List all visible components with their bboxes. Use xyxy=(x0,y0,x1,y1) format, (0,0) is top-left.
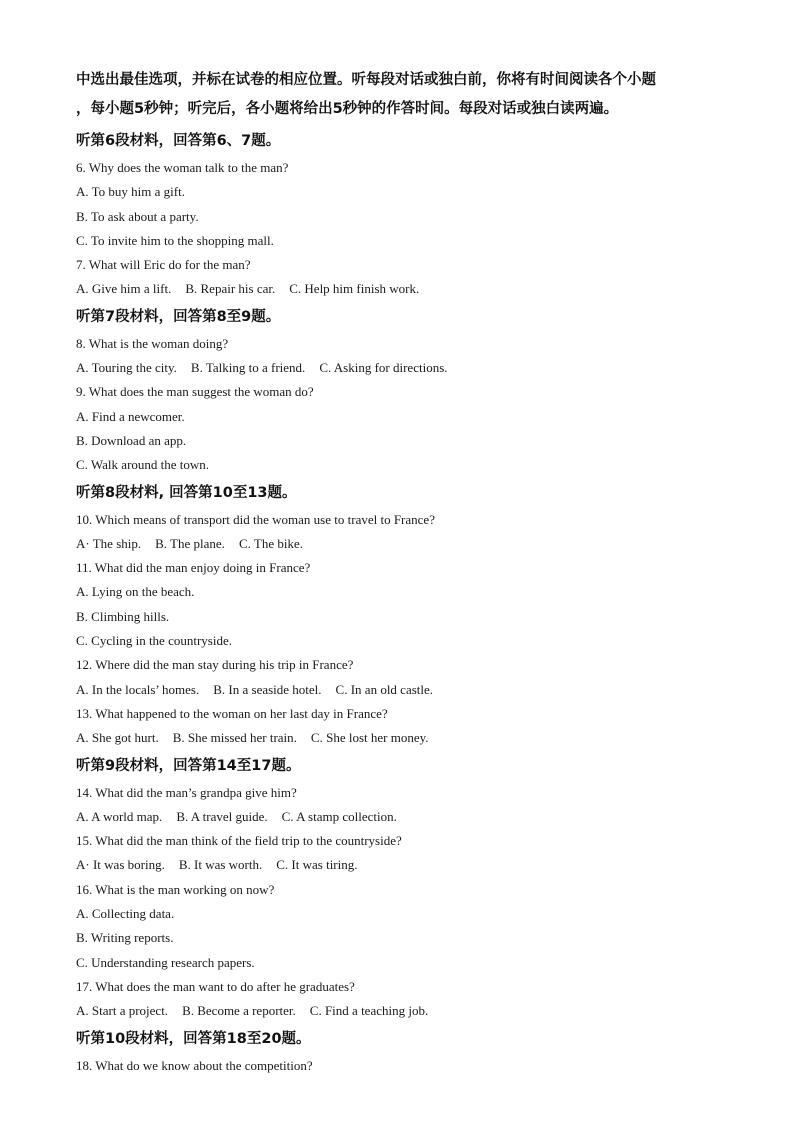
answer-option: B. Climbing hills. xyxy=(76,608,170,624)
answer-option: C. It was tiring. xyxy=(276,857,358,873)
options-row xyxy=(76,805,736,829)
question-stem: 16. What is the man working on now? xyxy=(76,881,275,897)
answer-option: B. A travel guide. xyxy=(176,808,268,824)
answer-option: B. Writing reports. xyxy=(76,930,174,946)
options-row xyxy=(76,853,736,877)
question-stem: 6. Why does the woman talk to the man? xyxy=(76,160,289,175)
answer-option: B. In a seaside hotel. xyxy=(213,681,322,697)
section-heading: 听第7段材料，回答第8至9题。 xyxy=(76,308,281,325)
answer-option: C. Find a teaching job. xyxy=(309,1003,429,1019)
answer-option: C. Walk around the town. xyxy=(76,457,210,473)
answer-option: B. Repair his car. xyxy=(185,281,276,297)
instructions-paragraph xyxy=(76,66,726,124)
section-heading: 听第9段材料，回答第14至17题。 xyxy=(76,757,301,774)
answer-option: A. Start a project. xyxy=(76,1003,169,1019)
section-heading: 听第10段材料，回答第18至20题。 xyxy=(76,1030,311,1047)
section-heading: 听第8段材料, 回答第10至13题。 xyxy=(76,484,297,501)
options-row xyxy=(76,678,736,702)
answer-option: A· The ship. xyxy=(76,535,142,551)
answer-option: C. Asking for directions. xyxy=(319,360,448,376)
question-stem: 10. Which means of transport did the woman use to travel to France? xyxy=(76,511,435,527)
answer-option: B. To ask about a party. xyxy=(76,208,199,224)
answer-option: C. The bike. xyxy=(238,535,303,551)
answer-option: A. Lying on the beach. xyxy=(76,584,195,600)
answer-option: B. The plane. xyxy=(155,535,225,551)
answer-option: C. Cycling in the countryside. xyxy=(76,633,232,649)
question-stem: 14. What did the man’s grandpa give him? xyxy=(76,784,297,800)
answer-option: C. To invite him to the shopping mall. xyxy=(76,232,274,248)
answer-option: A. Find a newcomer. xyxy=(76,408,185,424)
answer-option: A. Give him a lift. xyxy=(76,281,172,297)
answer-option: C. A stamp collection. xyxy=(281,808,397,824)
instructions-line: 中选出最佳选项，并标在试卷的相应位置。听每段对话或独白前，你将有时间阅读各个小题 xyxy=(76,72,656,88)
options-row xyxy=(76,532,736,556)
answer-option: A. Collecting data. xyxy=(76,906,175,922)
answer-option: A. To buy him a gift. xyxy=(76,184,185,200)
answer-option: B. Download an app. xyxy=(76,432,187,448)
question-stem: 12. Where did the man stay during his trip in France? xyxy=(76,657,354,673)
question-stem: 17. What does the man want to do after he graduates? xyxy=(76,978,355,994)
question-stem: 15. What did the man think of the field trip to the countryside? xyxy=(76,833,402,849)
answer-option: C. She lost her money. xyxy=(310,730,429,746)
answer-option: B. Become a reporter. xyxy=(182,1003,296,1019)
question-stem: 9. What does the man suggest the woman do? xyxy=(76,384,314,400)
question-stem: 18. What do we know about the competition? xyxy=(76,1057,313,1073)
options-row xyxy=(76,726,736,750)
question-stem: 8. What is the woman doing? xyxy=(76,335,229,351)
answer-option: A. A world map. xyxy=(76,808,163,824)
instructions-line: ，每小题5秒钟；听完后，各小题将给出5秒钟的作答时间。每段对话或独白读两遍。 xyxy=(76,101,619,117)
options-row xyxy=(76,999,736,1023)
question-stem: 7. What will Eric do for the man? xyxy=(76,257,251,273)
answer-option: B. She missed her train. xyxy=(172,730,297,746)
question-stem: 11. What did the man enjoy doing in France? xyxy=(76,560,311,576)
answer-option: B. It was worth. xyxy=(178,857,263,873)
answer-option: C. In an old castle. xyxy=(335,681,434,697)
answer-option: C. Understanding research papers. xyxy=(76,954,255,970)
options-row xyxy=(76,356,736,380)
answer-option: C. Help him finish work. xyxy=(289,281,420,297)
questions-area xyxy=(76,126,736,1078)
answer-option: A. She got hurt. xyxy=(76,730,159,746)
answer-option: A· It was boring. xyxy=(76,857,165,873)
question-stem: 13. What happened to the woman on her last day in France? xyxy=(76,705,388,721)
answer-option: A. Touring the city. xyxy=(76,360,177,376)
section-heading: 听第6段材料，回答第6、7题。 xyxy=(76,133,281,149)
options-row xyxy=(76,277,736,301)
answer-option: B. Talking to a friend. xyxy=(190,360,306,376)
answer-option: A. In the locals’ homes. xyxy=(76,681,200,697)
